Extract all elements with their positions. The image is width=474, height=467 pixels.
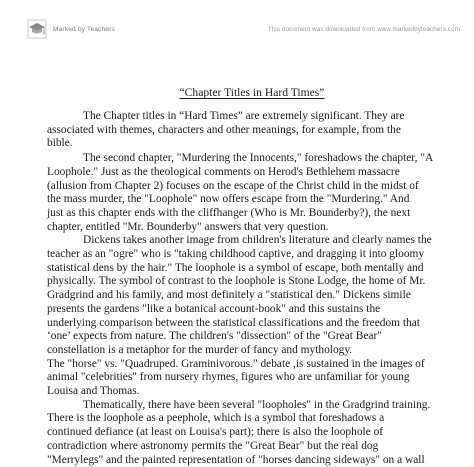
paragraph-1 [47,110,457,151]
text-line: "Merrylegs" and the painted representation of "horses dancing sideways" on a wall [47,453,425,466]
page-header [0,0,474,62]
text-line: just as this chapter ends with the cliffhanger (Who is Mr. Bounderby?), the next [47,206,411,219]
text-line: (allusion from Chapter 2) focuses on the escape of the Christ child in the midst of [47,179,419,192]
paragraph-4 [47,358,457,399]
graduation-cap-icon [27,19,47,39]
text-line: ‘one’ expects from nature. The children's "dissection" of the "Great Bear" [47,330,382,343]
text-line: animal "celebrities" from nursery rhymes, figures who are unfamiliar for young [47,371,410,384]
text-line: Thematically, there have been several "loopholes" in the Gradgrind training. [83,398,431,411]
text-line: constellation is a metaphor for the murder of fancy and mythology. [47,343,353,356]
text-line: statistical dens by the hair." The loophole is a symbol of escape, both mentally and [47,261,424,274]
text-line: chapter, entitled "Mr. Bounderby" answers that very question. [47,220,329,233]
text-line: presents the gardens "like a botanical account-book" and this sustains the [47,302,381,315]
text-line: Gradgrind and his family, and most definitely a "statistical den." Dickens simile [47,289,411,302]
download-notice: This document was downloaded from www.markedbyteachers.com [267,26,460,33]
document-body [47,85,457,467]
text-line: The "horse" vs. "Quadruped. Graminivorous." debate ,is sustained in the images of [47,357,425,370]
text-line: The second chapter, "Murdering the Innocents," foreshadows the chapter, "A [83,152,434,165]
text-line: bible. [47,137,73,150]
text-line: the mass murder, the "Loophole" now offers escape from the "Murdering." And [47,193,410,206]
paragraph-5 [47,399,457,467]
marked-by-teachers-logo[interactable] [27,19,115,39]
paragraph-3 [47,234,457,357]
text-line: continued defiance (at least on Louisa's part); there is also the loophole of [47,426,384,439]
text-line: Louisa and Thomas. [47,385,140,398]
logo-text: Marked by Teachers [53,25,116,33]
text-line: contradiction where astronomy permits the "Great Bear" but the real dog [47,439,379,452]
paragraph-2 [47,152,457,234]
text-line: physically. The symbol of contrast to the loophole is Stone Lodge, the home of Mr. [47,275,426,288]
text-line: The Chapter titles in “Hard Times” are extremely significant. They are [83,110,405,122]
document-title: “Chapter Titles in Hard Times” [179,86,325,99]
text-line: teacher as an "ogre" who is "taking childhood captive, and dragging it into gloomy [47,248,425,261]
text-line: Dickens takes another image from children's literature and clearly names the [83,234,432,247]
text-line: associated with themes, characters and other meanings, for example, from the [47,123,401,136]
text-line: There is the loophole as a peephole, which is a symbol that foreshadows a [47,412,385,425]
text-line: Loophole." Just as the theological comments on Herod's Bethlehem massacre [47,165,400,178]
text-line: underlying comparison between the statistical classifications and the freedom that [47,316,420,329]
